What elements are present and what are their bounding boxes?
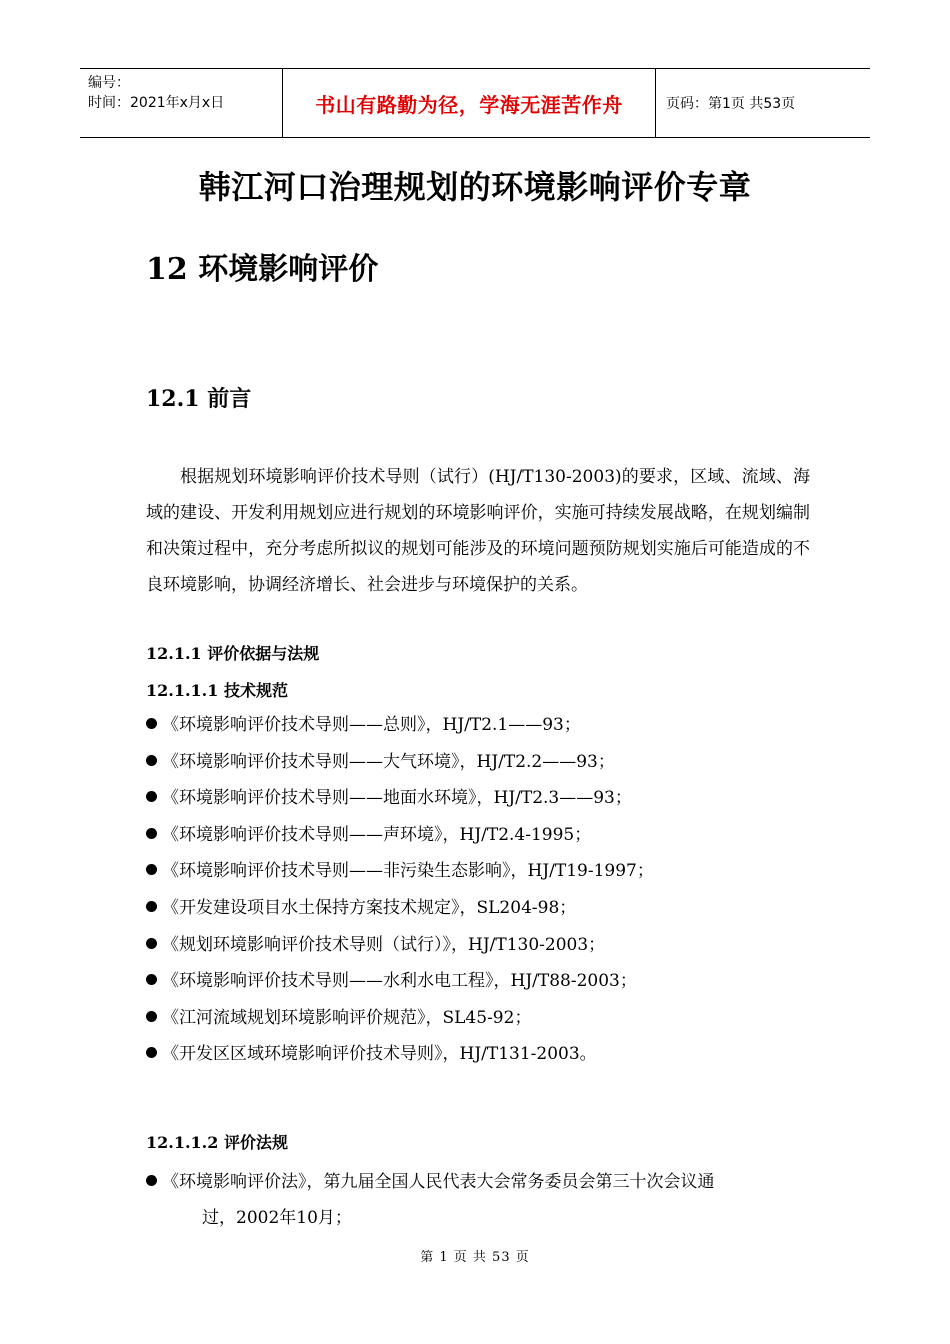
list-item: 《环境影响评价技术导则——大气环境》，HJ/T2.2——93； [146,744,810,781]
chapter-heading: 12 环境影响评价 [146,252,379,287]
tech-spec-list [146,707,810,1073]
header-page-cell [656,69,870,137]
bullet-icon [146,938,157,949]
law-list-item [146,1164,810,1236]
bullet-icon [146,718,157,729]
bullet-icon [146,828,157,839]
bullet-icon [146,791,157,802]
law-item-line1: 《环境影响评价法》，第九届全国人民代表大会常务委员会第三十次会议通 [162,1172,715,1192]
page-footer: 第 1 页 共 53 页 [420,1250,530,1265]
list-item: 《环境影响评价技术导则——总则》，HJ/T2.1——93； [146,707,810,744]
list-item: 《江河流域规划环境影响评价规范》，SL45-92； [146,1000,810,1037]
bullet-icon [146,1011,157,1022]
bullet-icon [146,1047,157,1058]
header-motto-cell [282,69,656,137]
bullet-icon [146,1175,157,1186]
header-motto: 书山有路勤为径，学海无涯苦作舟 [315,92,623,117]
tech-spec-heading: 12.1.1.1 技术规范 [146,681,288,700]
subsection-heading: 12.1.1 评价依据与法规 [146,644,320,663]
list-item: 《环境影响评价技术导则——地面水环境》，HJ/T2.3——93； [146,780,810,817]
bullet-icon [146,864,157,875]
document-title: 韩江河口治理规划的环境影响评价专章 [198,168,752,206]
header-table [80,68,870,138]
intro-paragraph: 根据规划环境影响评价技术导则（试行）(HJ/T130-2003)的要求，区域、流域、海域的建设、开发利用规划应进行规划的环境影响评价，实施可持续发展战略，在规划编制和决策过程中，充分考虑所拟议的规划可能涉及的环境问题预防规划实施后可能造成的不良环境影响，协调经济增长、社会进步与环境保护的关系。 [146,467,810,595]
section-heading: 12.1 前言 [146,386,252,412]
bullet-icon [146,755,157,766]
list-item: 《环境影响评价技术导则——声环境》，HJ/T2.4-1995； [146,817,810,854]
list-item: 《环境影响评价技术导则——水利水电工程》，HJ/T88-2003； [146,963,810,1000]
document-number-label: 编号： [88,75,130,91]
list-item: 《开发区区域环境影响评价技术导则》，HJ/T131-2003。 [146,1036,810,1073]
law-heading: 12.1.1.2 评价法规 [146,1133,288,1152]
list-item: 《规划环境影响评价技术导则（试行）》，HJ/T130-2003； [146,927,810,964]
bullet-icon [146,974,157,985]
header-page-info: 页码：第1页 共53页 [666,96,796,112]
bullet-icon [146,901,157,912]
header-left-cell [80,69,282,137]
law-item-line2: 过，2002年10月； [202,1208,352,1228]
list-item: 《环境影响评价技术导则——非污染生态影响》，HJ/T19-1997； [146,853,810,890]
list-item: 《开发建设项目水土保持方案技术规定》，SL204-98； [146,890,810,927]
document-time-label: 时间：2021年x月x日 [88,95,225,111]
